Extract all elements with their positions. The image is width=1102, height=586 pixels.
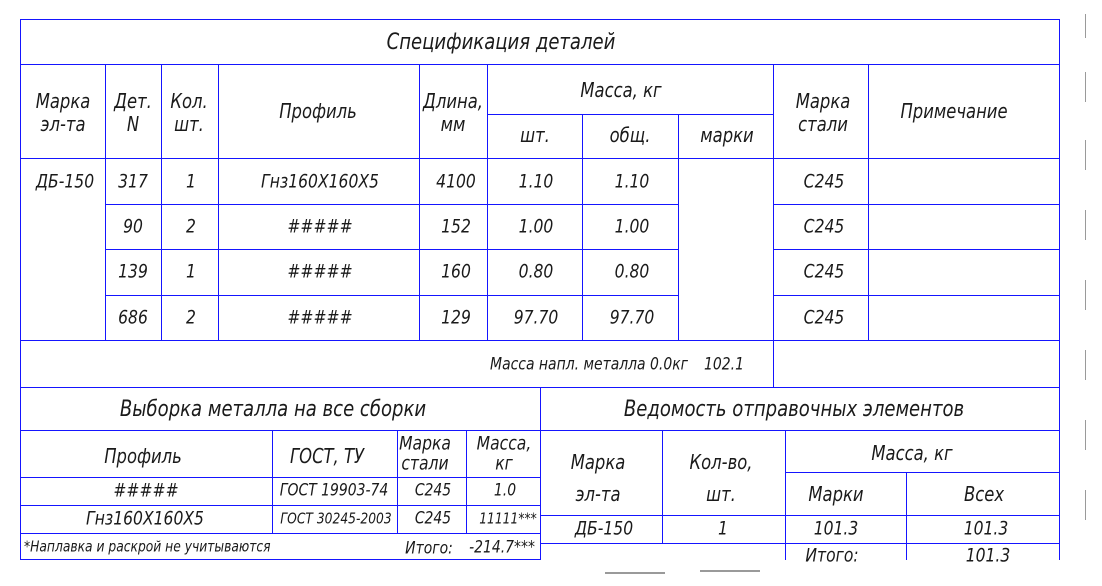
spec-title: Спецификация деталей (386, 30, 616, 55)
row3-steel: С245 (803, 260, 845, 283)
weld-metal-mass: Масса напл. металла 0.0кг (490, 354, 688, 375)
row3-det: 139 (118, 260, 148, 283)
ship-total-value: 101.3 (965, 544, 1011, 567)
row3-total: 0.80 (614, 260, 650, 283)
shipping-title: Ведомость отправочных элементов (623, 397, 965, 422)
ship-header-mark-line1: Марка (570, 450, 626, 474)
header-steel-line2: стали (798, 112, 848, 136)
row1-piece: 1.10 (518, 170, 554, 193)
row1-total: 1.10 (614, 170, 650, 193)
sel-header-mass-line1: Масса, (476, 432, 532, 455)
sel-header-steel-line1: Марка (399, 432, 451, 455)
row4-det: 686 (118, 306, 148, 329)
row4-length: 129 (441, 306, 471, 329)
row3-length: 160 (441, 260, 471, 283)
header-mass-piece: шт. (520, 123, 550, 147)
row4-qty: 2 (186, 306, 196, 329)
header-mark-line2: эл-та (40, 112, 86, 136)
sel-row2-gost: ГОСТ 30245-2003 (280, 509, 392, 528)
sel-row2-mass: 11111*** (479, 509, 537, 528)
sel-row1-steel: С245 (414, 480, 452, 501)
header-mark-line1: Марка (35, 89, 91, 113)
sel-row2-profile: Гнз160Х160Х5 (86, 507, 204, 530)
header-mass-total: общ. (609, 123, 651, 147)
header-length-line2: мм (440, 112, 466, 136)
selection-footnote: *Наплавка и раскрой не учитываются (24, 537, 271, 556)
sel-row1-profile: ##### (113, 479, 179, 502)
ship-header-qty-line1: Кол-во, (689, 450, 753, 474)
ship-header-mark-line2: эл-та (575, 482, 621, 506)
sel-header-mass-line2: кг (495, 452, 513, 475)
header-steel-line1: Марка (795, 89, 851, 113)
row2-profile: ##### (287, 215, 353, 238)
sel-header-gost: ГОСТ, ТУ (290, 444, 364, 468)
sel-row2-steel: С245 (414, 508, 452, 529)
row2-total: 1.00 (614, 215, 650, 238)
ship-row1-mark: ДБ-150 (574, 517, 634, 540)
row1-qty: 1 (186, 170, 196, 193)
sel-header-steel-line2: стали (401, 452, 449, 475)
header-length-line1: Длина, (423, 89, 483, 113)
element-mark: ДБ-150 (35, 170, 95, 193)
row4-total: 97.70 (609, 306, 655, 329)
ship-header-mass-all: Всех (963, 482, 1005, 506)
header-qty-line1: Кол. (170, 89, 208, 113)
header-mass-mark: марки (700, 123, 754, 147)
row1-profile: Гнз160Х160Х5 (261, 170, 379, 193)
ship-row1-mass-all: 101.3 (963, 517, 1009, 540)
sel-header-profile: Профиль (104, 444, 182, 468)
row4-profile: ##### (287, 306, 353, 329)
ship-total-label: Итого: (805, 544, 859, 567)
header-note: Примечание (900, 99, 1008, 123)
sel-row1-gost: ГОСТ 19903-74 (279, 480, 389, 501)
ship-header-qty-line2: шт. (706, 482, 736, 506)
header-profile: Профиль (279, 99, 357, 123)
selection-title: Выборка металла на все сборки (119, 397, 427, 422)
row4-piece: 97.70 (513, 306, 559, 329)
header-qty-line2: шт. (174, 112, 204, 136)
weld-total: 102.1 (704, 354, 744, 375)
row2-piece: 1.00 (518, 215, 554, 238)
selection-total-label: Итого: (405, 538, 453, 559)
row3-piece: 0.80 (518, 260, 554, 283)
row3-profile: ##### (287, 260, 353, 283)
ship-header-mass: Масса, кг (871, 441, 953, 465)
row2-det: 90 (123, 215, 143, 238)
header-det-line1: Дет. (114, 89, 152, 113)
row3-qty: 1 (186, 260, 196, 283)
row2-qty: 2 (186, 215, 196, 238)
header-det-line2: N (126, 112, 140, 136)
row2-steel: С245 (803, 215, 845, 238)
selection-total-value: -214.7*** (469, 537, 535, 558)
ship-header-mass-mark: Марки (808, 482, 864, 506)
header-mass: Масса, кг (580, 78, 662, 102)
sel-row1-mass: 1.0 (493, 480, 517, 501)
ship-row1-mass-mark: 101.3 (813, 517, 859, 540)
row1-det: 317 (118, 170, 148, 193)
row4-steel: С245 (803, 306, 845, 329)
row1-steel: С245 (803, 170, 845, 193)
ship-row1-qty: 1 (718, 517, 728, 540)
row1-length: 4100 (436, 170, 476, 193)
row2-length: 152 (441, 215, 471, 238)
